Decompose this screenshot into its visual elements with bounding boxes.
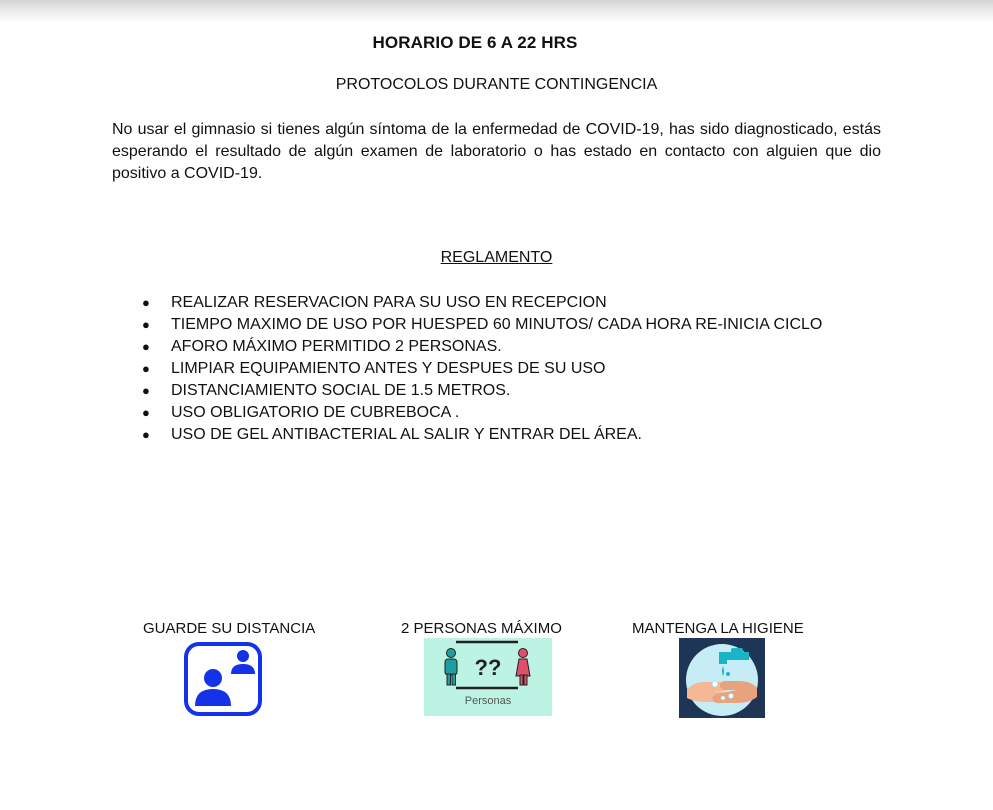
- hand-washing-svg: [679, 638, 765, 718]
- soap-bubble: [721, 696, 725, 700]
- hand-washing-icon: [679, 638, 765, 718]
- rule-text: LIMPIAR EQUIPAMIENTO ANTES Y DESPUES DE SU USO: [171, 360, 606, 377]
- two-people-svg: [424, 638, 552, 698]
- rule-text: DISTANCIAMIENTO SOCIAL DE 1.5 METROS.: [171, 382, 511, 399]
- rule-item: [142, 314, 823, 336]
- two-people-icon: [424, 638, 552, 716]
- right-person-leg: [524, 675, 527, 685]
- left-person-leg: [452, 674, 456, 685]
- rule-text: TIEMPO MAXIMO DE USO POR HUESPED 60 MINUTOS/ CADA HORA RE-INICIA CICLO: [171, 316, 823, 333]
- faucet-handle: [731, 648, 743, 653]
- rule-item: [142, 424, 822, 446]
- bullet-icon: ●: [142, 427, 150, 442]
- personas-label: Personas: [464, 695, 512, 707]
- rule-text: AFORO MÁXIMO PERMITIDO 2 PERSONAS.: [171, 338, 502, 355]
- far-person-head: [237, 650, 249, 662]
- rule-item: [142, 292, 822, 314]
- rule-item: [142, 358, 822, 380]
- water-drop: [726, 672, 730, 676]
- soap-bubble: [712, 681, 718, 687]
- social-distance-svg: [183, 641, 263, 717]
- bullet-icon: ●: [142, 405, 150, 420]
- viewer-top-shadow: [0, 0, 993, 22]
- bullet-icon: ●: [142, 383, 150, 398]
- right-person-dress: [516, 659, 530, 676]
- rules-list: [142, 292, 823, 446]
- left-person-head: [447, 649, 456, 658]
- soap-bubble: [729, 694, 734, 699]
- bullet-icon: ●: [142, 295, 150, 310]
- rule-text: USO DE GEL ANTIBACTERIAL AL SALIR Y ENTRAR DEL ÁREA.: [171, 426, 642, 443]
- bullet-icon: ●: [142, 317, 150, 332]
- left-person-body: [445, 659, 457, 675]
- distance-caption: GUARDE SU DISTANCIA: [143, 620, 316, 637]
- question-marks: ??: [474, 655, 502, 680]
- schedule-title: HORARIO DE 6 A 22 HRS: [372, 33, 578, 52]
- rule-text: REALIZAR RESERVACION PARA SU USO EN RECEPCION: [171, 294, 607, 311]
- right-person-head: [519, 649, 528, 658]
- intro-paragraph: No usar el gimnasio si tienes algún síntoma de la enfermedad de COVID-19, has sido diagnosticado, estás esperando el resultado de algún examen de laboratorio o has estado en contacto con alguien que dio positivo a COVID-19.: [112, 121, 881, 182]
- right-person-leg: [520, 675, 523, 685]
- social-distance-icon: [183, 641, 263, 717]
- bullet-icon: ●: [142, 339, 150, 354]
- left-person-leg: [447, 674, 451, 685]
- max-people-caption: 2 PERSONAS MÁXIMO: [401, 620, 562, 637]
- rules-heading: REGLAMENTO: [440, 249, 553, 266]
- rule-item: [142, 336, 822, 358]
- rule-item: [142, 380, 822, 402]
- rule-text: USO OBLIGATORIO DE CUBREBOCA .: [171, 404, 460, 421]
- protocols-subtitle: PROTOCOLOS DURANTE CONTINGENCIA: [335, 76, 658, 93]
- hygiene-caption: MANTENGA LA HIGIENE: [632, 620, 804, 637]
- rule-item: [142, 402, 822, 424]
- near-person-head: [204, 669, 222, 687]
- bullet-icon: ●: [142, 361, 150, 376]
